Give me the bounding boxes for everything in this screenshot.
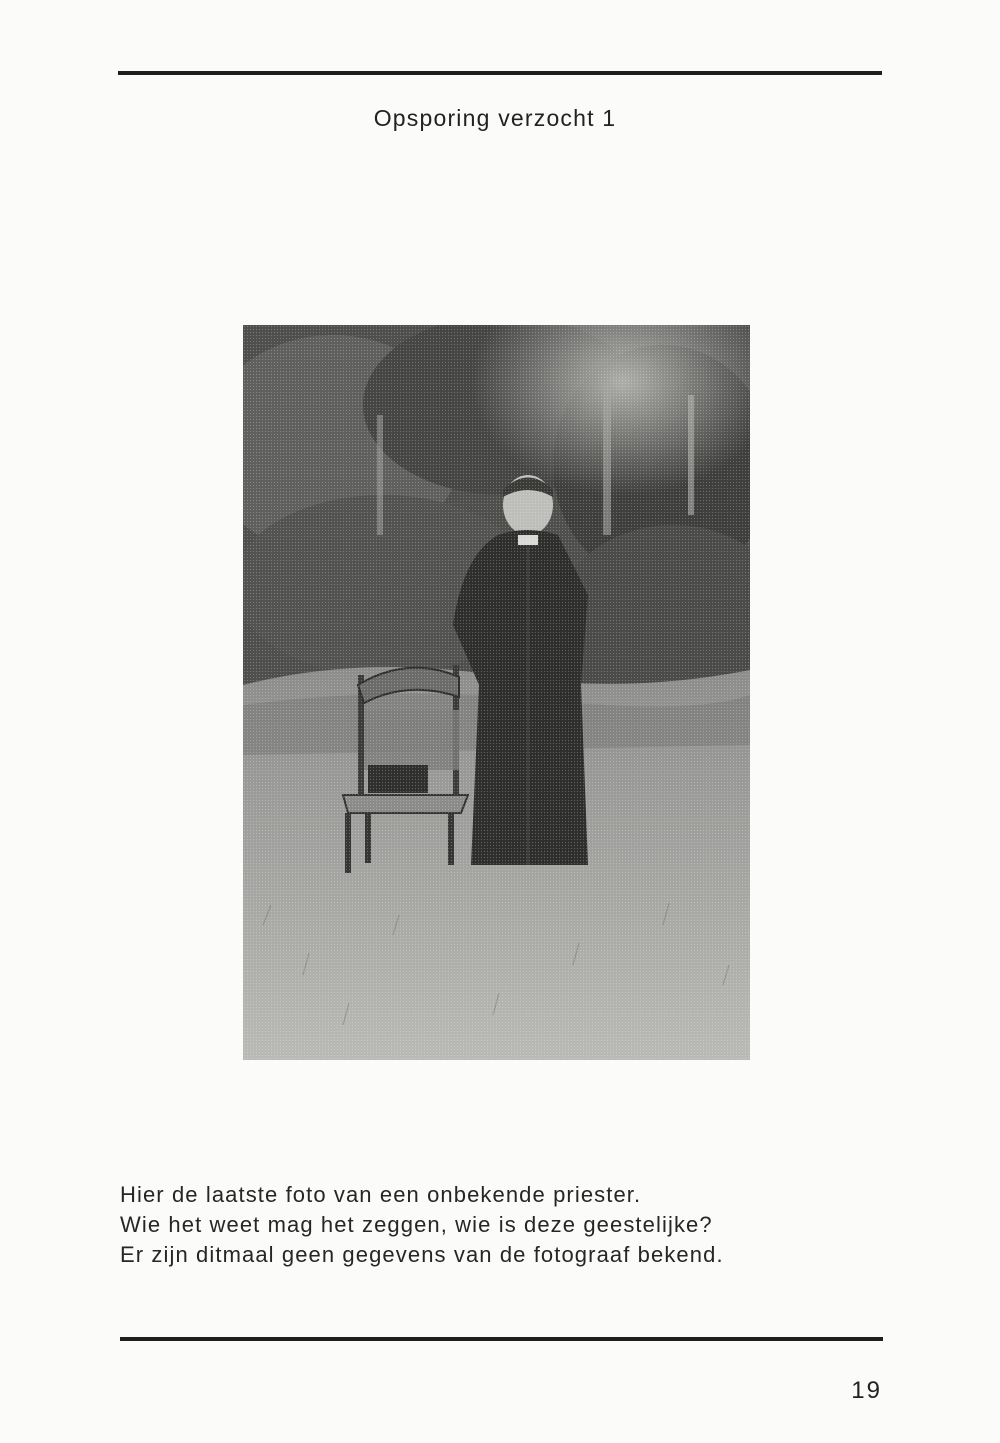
caption-line: Wie het weet mag het zeggen, wie is deze geestelijke? <box>120 1212 713 1237</box>
caption-line: Hier de laatste foto van een onbekende priester. <box>120 1182 642 1207</box>
caption-line: Er zijn ditmaal geen gegevens van de fotograaf bekend. <box>120 1242 724 1267</box>
priest-photo <box>243 325 750 1060</box>
page-number: 19 <box>851 1377 882 1404</box>
page-title: Opsporing verzocht 1 <box>373 105 617 131</box>
photo-illustration <box>243 325 750 1060</box>
top-rule <box>118 71 882 75</box>
photo-caption <box>120 1180 880 1270</box>
bottom-rule <box>120 1337 883 1341</box>
